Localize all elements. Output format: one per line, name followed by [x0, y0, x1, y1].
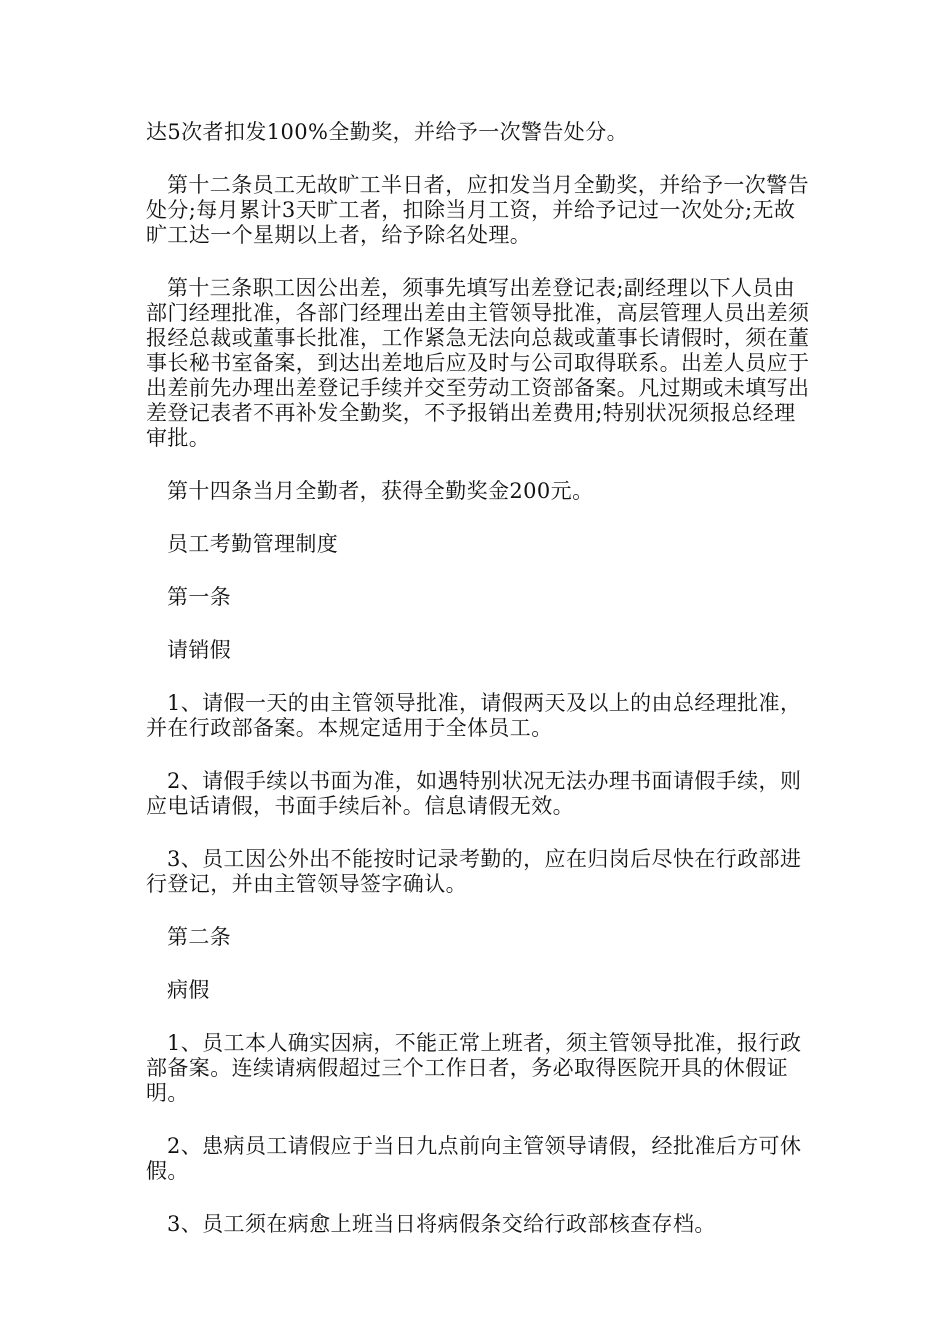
document-body — [146, 120, 814, 1265]
subheading-sick-leave: 病假 — [167, 978, 210, 1002]
subheading-leave: 请销假 — [167, 638, 232, 662]
list-item: 3、员工因公外出不能按时记录考勤的，应在归岗后尽快在行政部进行登记，并由主管领导签字确认。 — [146, 847, 802, 896]
article-heading-1: 第一条 — [167, 585, 232, 609]
list-item: 2、患病员工请假应于当日九点前向主管领导请假，经批准后方可休假。 — [146, 1134, 802, 1183]
list-item: 2、请假手续以书面为准，如遇特别状况无法办理书面请假手续，则应电话请假，书面手续后补。信息请假无效。 — [146, 769, 802, 818]
paragraph-article-12: 第十二条员工无故旷工半日者，应扣发当月全勤奖，并给予一次警告处分;每月累计3天旷工者，扣除当月工资，并给予记过一次处分;无故旷工达一个星期以上者，给予除名处理。 — [146, 173, 809, 247]
article-heading-2: 第二条 — [167, 925, 232, 949]
paragraph-1: 达5次者扣发100%全勤奖，并给予一次警告处分。 — [146, 120, 628, 144]
list-item: 1、员工本人确实因病，不能正常上班者，须主管领导批准，报行政部备案。连续请病假超过三个工作日者，务必取得医院开具的休假证明。 — [146, 1031, 802, 1105]
paragraph-article-13: 第十三条职工因公出差，须事先填写出差登记表;副经理以下人员由部门经理批准，各部门经理出差由主管领导批准，高层管理人员出差须报经总裁或董事长批准，工作紧急无法向总裁或董事长请假时，须在董事长秘书室备案，到达出差地后应及时与公司取得联系。出差人员应于出差前先办理出差登记手续并交至劳动工资部备案。凡过期或未填写出差登记表者不再补发全勤奖，不予报销出差费用;特别状况须报总经理审批。 — [146, 276, 810, 450]
list-item: 1、请假一天的由主管领导批准，请假两天及以上的由总经理批准，并在行政部备案。本规定适用于全体员工。 — [146, 691, 802, 740]
section-title: 员工考勤管理制度 — [167, 532, 339, 556]
list-item: 3、员工须在病愈上班当日将病假条交给行政部核查存档。 — [167, 1212, 716, 1236]
paragraph-article-14: 第十四条当月全勤者，获得全勤奖金200元。 — [167, 479, 594, 503]
